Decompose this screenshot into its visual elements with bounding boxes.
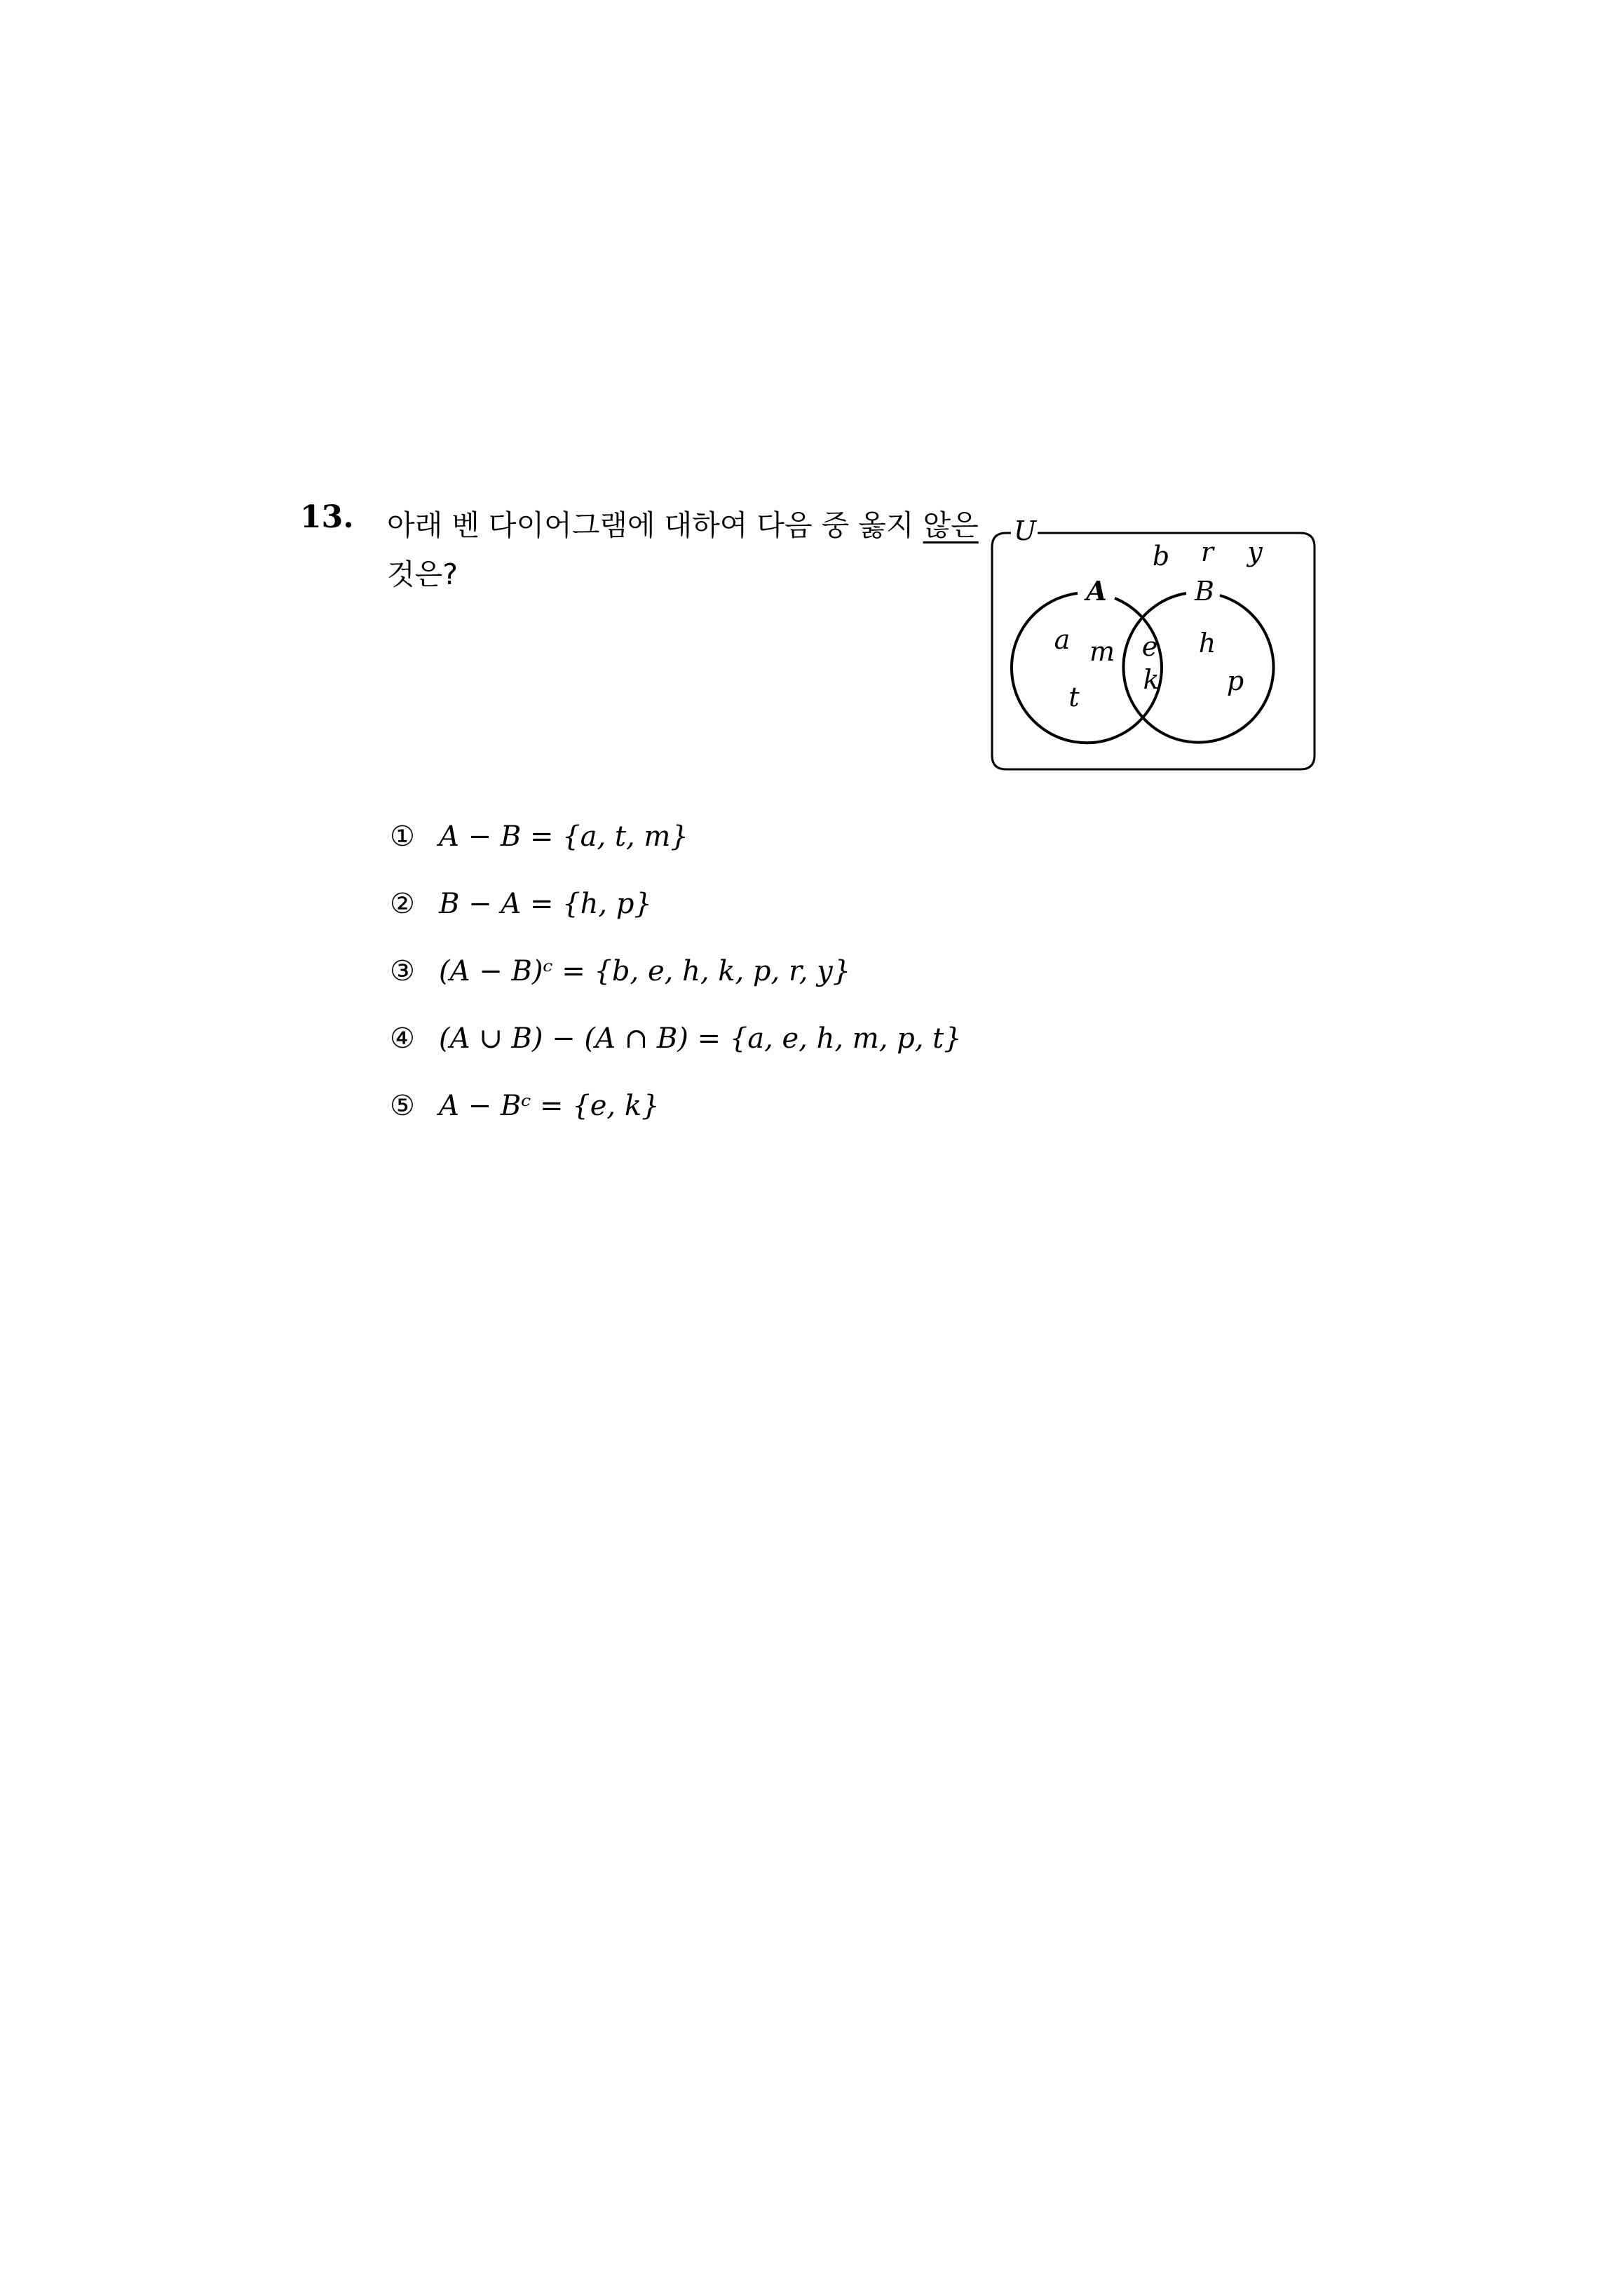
element-only-b: h	[1198, 628, 1216, 659]
element-only-a: a	[1054, 624, 1071, 655]
option-1-expression: A − B = {a, t, m}	[439, 821, 688, 853]
set-a-circle	[1012, 593, 1162, 743]
element-only-b: p	[1226, 666, 1244, 696]
question-number: 13.	[300, 499, 354, 535]
set-a-label: A	[1086, 575, 1107, 607]
option-3[interactable]	[390, 955, 850, 987]
option-5-expression: A − Bᶜ = {e, k}	[439, 1090, 660, 1122]
element-intersection: e	[1141, 631, 1158, 662]
option-4-mark: ④	[390, 1022, 415, 1055]
universe-label: U	[1013, 515, 1037, 546]
option-1[interactable]	[390, 821, 688, 853]
question-text-underlined: 않은	[923, 508, 979, 542]
element-intersection: k	[1143, 664, 1160, 695]
option-4-expression: (A ∪ B) − (A ∩ B) = {a, e, h, m, p, t}	[439, 1022, 962, 1055]
element-only-a: m	[1089, 636, 1115, 667]
option-2-mark: ②	[390, 888, 415, 920]
option-3-expression: (A − B)ᶜ = {b, e, h, k, p, r, y}	[439, 955, 851, 987]
element-only-a: t	[1068, 682, 1080, 713]
option-4[interactable]	[390, 1022, 962, 1055]
venn-diagram	[982, 505, 1318, 771]
option-5-mark: ⑤	[390, 1090, 415, 1122]
option-1-mark: ①	[390, 821, 415, 853]
element-outside: r	[1200, 536, 1214, 567]
question-text-line1	[387, 502, 979, 543]
option-2[interactable]	[390, 888, 652, 920]
option-3-mark: ③	[390, 955, 415, 987]
question-text-line2: 것은?	[387, 558, 458, 591]
option-5[interactable]	[390, 1090, 660, 1122]
question-text-prefix: 아래 벤 다이어그램에 대하여 다음 중 옳지	[387, 508, 923, 542]
element-outside: b	[1152, 541, 1170, 572]
element-outside: y	[1247, 536, 1263, 567]
set-b-label: B	[1195, 576, 1214, 607]
option-2-expression: B − A = {h, p}	[439, 888, 652, 920]
